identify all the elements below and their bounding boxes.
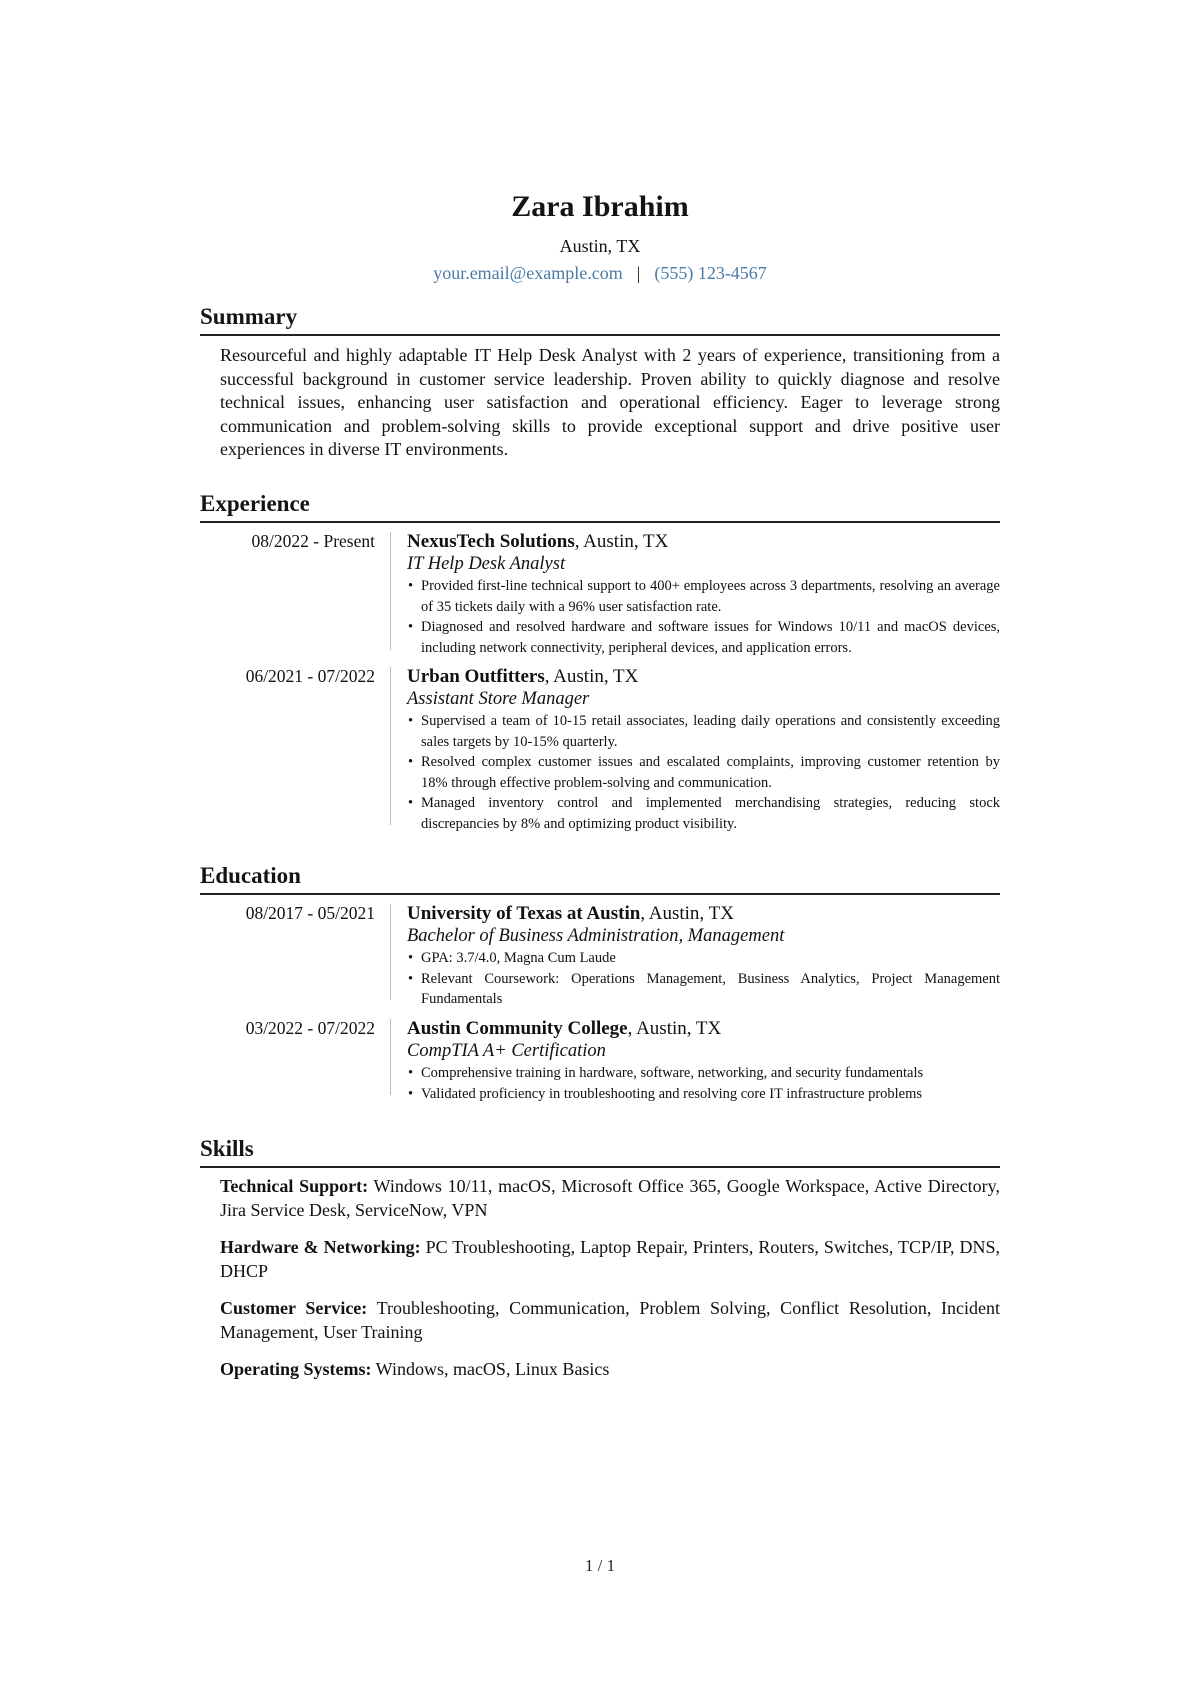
bullet-item: • Managed inventory control and implemented merchandising strategies, reducing stock discrepancies by 8% and optimizing product visibility. (407, 793, 1000, 834)
entry-date: 06/2021 - 07/2022 (245, 666, 375, 686)
org-place: , Austin, TX (627, 1018, 722, 1039)
bullet-item: • Supervised a team of 10-15 retail associates, leading daily operations and consistently exceeding sales targets by 10-15% quarterly. (407, 711, 1000, 752)
bullet-item: • Validated proficiency in troubleshooting and resolving core IT infrastructure problems (407, 1084, 1000, 1105)
entry-organization (407, 665, 1000, 688)
org-name: Urban Outfitters (407, 666, 545, 687)
entry-body (407, 665, 1000, 835)
skill-label: Customer Service: (220, 1298, 368, 1318)
entry-divider (390, 904, 391, 1000)
email-link[interactable]: your.email@example.com (433, 263, 623, 283)
candidate-location: Austin, TX (559, 236, 641, 256)
entry-divider (390, 532, 391, 650)
skill-value: Windows, macOS, Linux Basics (371, 1359, 610, 1379)
summary-text: Resourceful and highly adaptable IT Help Desk Analyst with 2 years of experience, transitioning from a successful background in customer service leadership. Proven ability to quickly diagnose and resolve technical issues, enhancing user satisfaction and operational efficiency. Eager to leverage strong communication and problem-solving skills to provide exceptional support and drive positive user experiences in diverse IT environments. (220, 345, 1000, 459)
section-title-experience: Experience (200, 489, 1000, 523)
entry-bullets (407, 1063, 1000, 1104)
org-place: , Austin, TX (640, 903, 734, 924)
org-place: , Austin, TX (544, 666, 639, 687)
entry-organization (407, 902, 1000, 925)
skill-row (220, 1297, 1000, 1344)
entry-role: CompTIA A+ Certification (407, 1041, 606, 1061)
contact-line (200, 263, 1000, 284)
skill-row (220, 1175, 1000, 1222)
entry-organization (407, 530, 1000, 553)
section-title-skills: Skills (200, 1134, 1000, 1168)
entry-role: IT Help Desk Analyst (407, 554, 566, 574)
skills-list (220, 1175, 1000, 1396)
candidate-name: Zara Ibrahim (511, 190, 689, 223)
entry-bullets (407, 948, 1000, 1010)
bullet-item: • Diagnosed and resolved hardware and software issues for Windows 10/11 and macOS devices, including network connectivity, peripheral devices, and application errors. (407, 617, 1000, 658)
entry-role: Bachelor of Business Administration, Management (407, 926, 785, 946)
skill-value: PC Troubleshooting, Laptop Repair, Printers, Routers, Switches, TCP/IP, DNS, DHCP (220, 1237, 1001, 1281)
entry-divider (390, 1019, 391, 1095)
entry-role: Assistant Store Manager (407, 689, 590, 709)
entry-body (407, 1017, 1000, 1104)
page-number: 1 / 1 (584, 1556, 616, 1575)
skill-label: Operating Systems: (220, 1359, 372, 1379)
entry-date: 08/2022 - Present (251, 531, 375, 551)
bullet-item: • Relevant Coursework: Operations Management, Business Analytics, Project Management Fundamentals (407, 969, 1000, 1010)
entry-divider (390, 667, 391, 825)
skill-value: Windows 10/11, macOS, Microsoft Office 365, Google Workspace, Active Directory, Jira Service Desk, ServiceNow, VPN (220, 1176, 1000, 1220)
bullet-item: • Comprehensive training in hardware, software, networking, and security fundamentals (407, 1063, 1000, 1084)
org-name: NexusTech Solutions (407, 531, 575, 552)
entry-bullets (407, 576, 1000, 658)
contact-separator: | (636, 263, 641, 283)
skill-label: Technical Support: (220, 1176, 369, 1196)
phone-link[interactable]: (555) 123-4567 (654, 263, 767, 283)
entry-bullets (407, 711, 1000, 835)
section-title-education: Education (200, 861, 1000, 895)
org-place: , Austin, TX (574, 531, 669, 552)
bullet-item: • Provided first-line technical support to 400+ employees across 3 departments, resolving an average of 35 tickets daily with a 96% user satisfaction rate. (407, 576, 1000, 617)
bullet-item: • Resolved complex customer issues and escalated complaints, improving customer retention by 18% through effective problem-solving and communication. (407, 752, 1000, 793)
entry-organization (407, 1017, 1000, 1040)
entry-date: 08/2017 - 05/2021 (245, 903, 375, 923)
org-name: Austin Community College (407, 1018, 628, 1039)
entry-date: 03/2022 - 07/2022 (245, 1018, 375, 1038)
skill-row (220, 1358, 1000, 1382)
bullet-item: • GPA: 3.7/4.0, Magna Cum Laude (407, 948, 1000, 969)
org-name: University of Texas at Austin (407, 903, 641, 924)
entry-body (407, 530, 1000, 658)
section-title-summary: Summary (200, 302, 1000, 336)
skill-label: Hardware & Networking: (220, 1237, 421, 1257)
skill-value: Troubleshooting, Communication, Problem Solving, Conflict Resolution, Incident Management, User Training (220, 1298, 1000, 1342)
skill-row (220, 1236, 1000, 1283)
entry-body (407, 902, 1000, 1010)
